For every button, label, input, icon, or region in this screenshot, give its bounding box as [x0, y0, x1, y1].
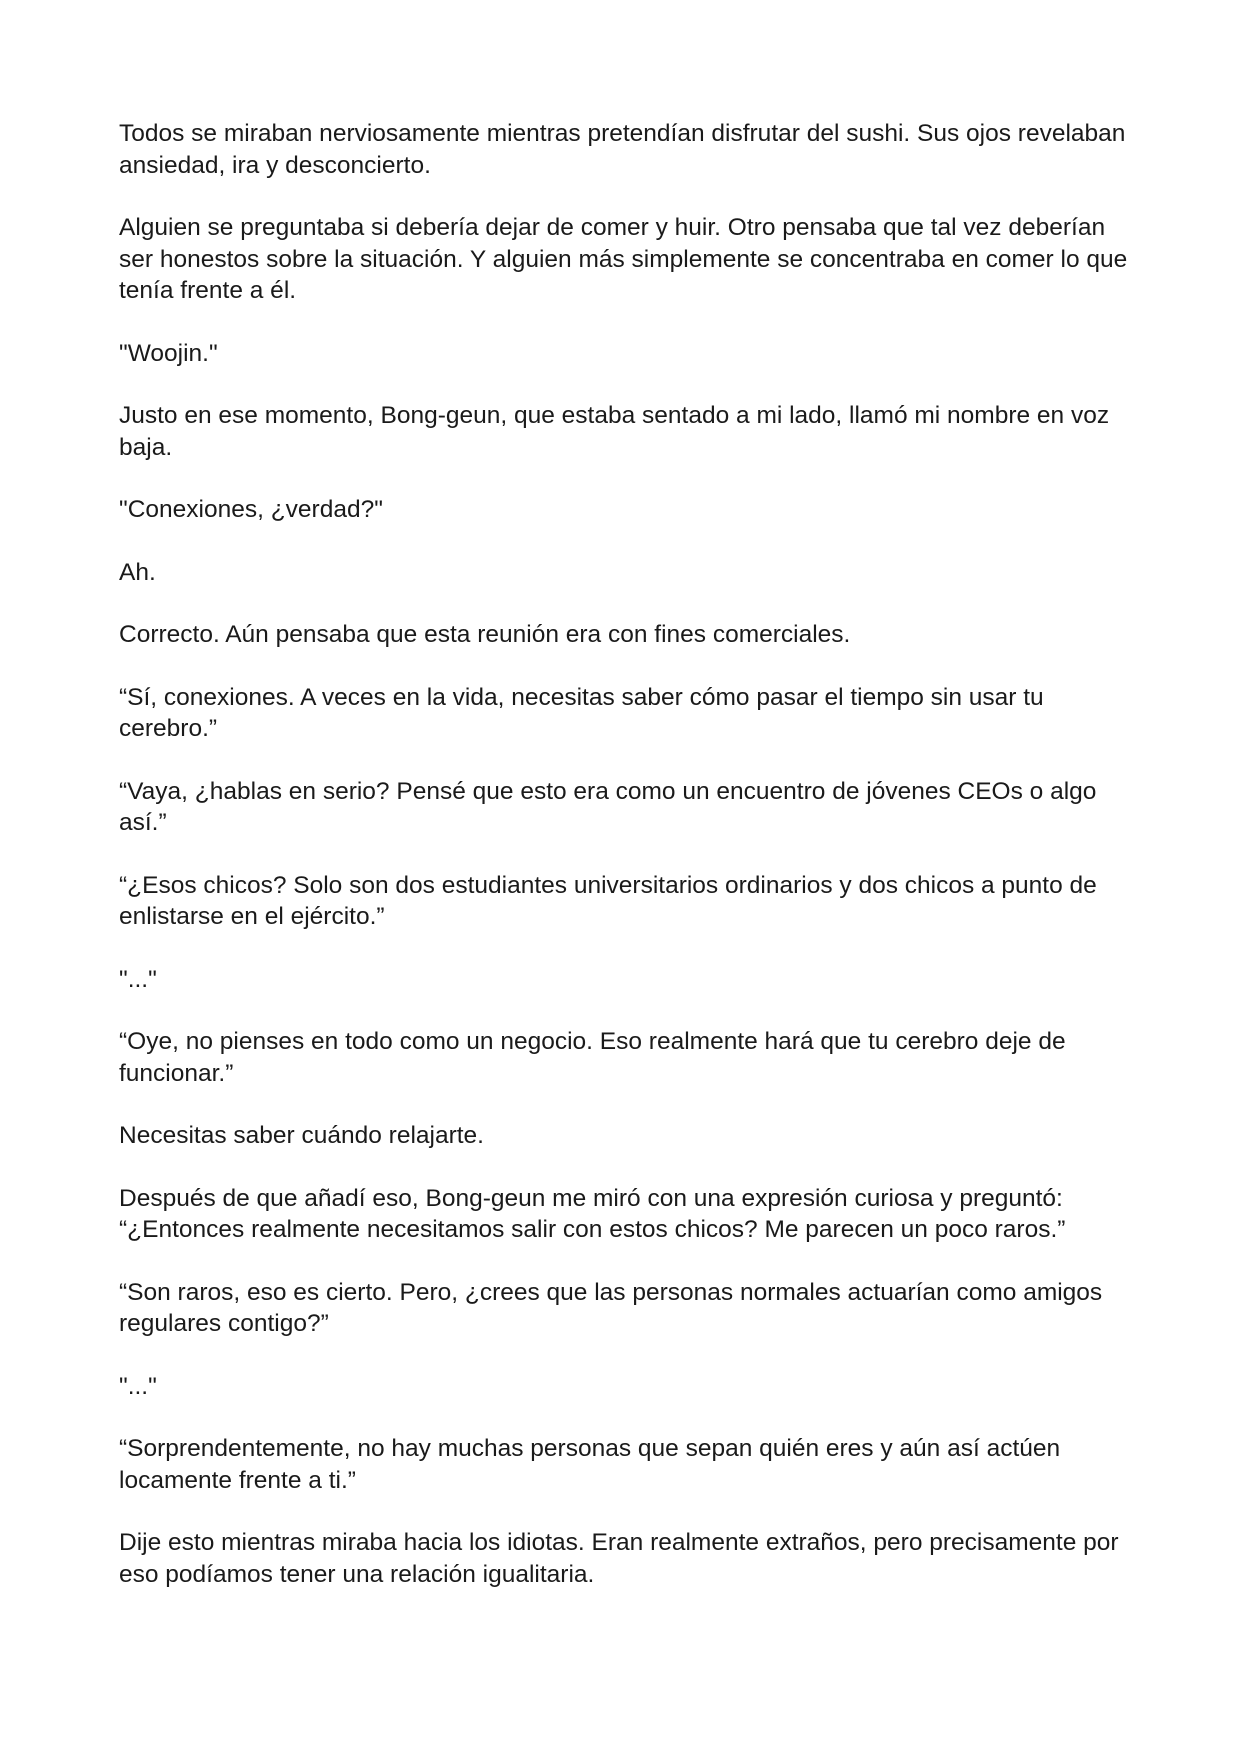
document-body — [119, 118, 1129, 1621]
paragraph: Todos se miraban nerviosamente mientras pretendían disfrutar del sushi. Sus ojos revelaban ansiedad, ira y desconcierto. — [119, 120, 1126, 179]
paragraph: Justo en ese momento, Bong-geun, que estaba sentado a mi lado, llamó mi nombre en voz baja. — [119, 402, 1110, 461]
paragraph: “¿Esos chicos? Solo son dos estudiantes universitarios ordinarios y dos chicos a punto de enlistarse en el ejército.” — [119, 871, 1097, 930]
paragraph: “Sorprendentemente, no hay muchas personas que sepan quién eres y aún así actúen locamente frente a ti.” — [119, 1435, 1061, 1494]
paragraph: "Conexiones, ¿verdad?" — [119, 496, 383, 523]
paragraph: "..." — [119, 965, 157, 993]
paragraph: Necesitas saber cuándo relajarte. — [119, 1122, 484, 1149]
paragraph: Alguien se preguntaba si debería dejar de comer y huir. Otro pensaba que tal vez deberían ser honestos sobre la situación. Y alguien más simplemente se concentraba en comer lo que tenía frente a él. — [119, 214, 1128, 304]
paragraph: “Vaya, ¿hablas en serio? Pensé que esto era como un encuentro de jóvenes CEOs o algo así.” — [119, 777, 1097, 836]
paragraph: Dije esto mientras miraba hacia los idiotas. Eran realmente extraños, pero precisamente por eso podíamos tener una relación igualitaria. — [119, 1529, 1119, 1588]
paragraph: Ah. — [119, 558, 156, 586]
paragraph: Correcto. Aún pensaba que esta reunión era con fines comerciales. — [119, 621, 851, 648]
paragraph: “Son raros, eso es cierto. Pero, ¿crees que las personas normales actuarían como amigos regulares contigo?” — [119, 1278, 1103, 1337]
paragraph: Después de que añadí eso, Bong-geun me miró con una expresión curiosa y preguntó: “¿Entonces realmente necesitamos salir con estos chicos? Me parecen un poco raros.” — [119, 1184, 1066, 1243]
paragraph: “Oye, no pienses en todo como un negocio. Eso realmente hará que tu cerebro deje de funcionar.” — [119, 1028, 1066, 1087]
paragraph: "Woojin." — [119, 339, 218, 367]
paragraph: "..." — [119, 1372, 157, 1400]
paragraph: “Sí, conexiones. A veces en la vida, necesitas saber cómo pasar el tiempo sin usar tu cerebro.” — [119, 683, 1044, 742]
